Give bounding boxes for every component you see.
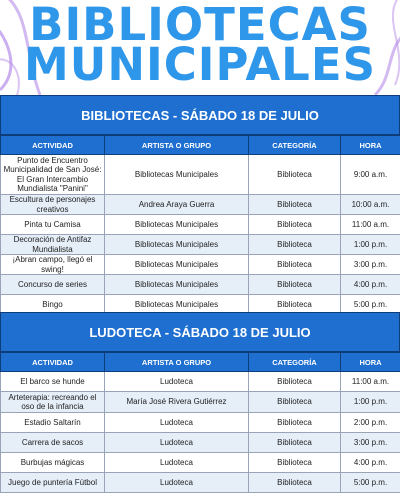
table-row [1,453,400,473]
page-header [0,0,400,95]
table-row [1,275,400,295]
artist-cell: Bibliotecas Municipales [105,235,249,255]
activity-cell: Bingo [1,295,105,315]
category-cell: Biblioteca [249,392,341,413]
activity-cell: Punto de Encuentro Municipalidad de San José: El Gran Intercambio Mundialista "Panini" [1,155,105,195]
ludoteca-table [0,352,400,493]
artist-cell: Bibliotecas Municipales [105,255,249,275]
time-cell: 1:00 p.m. [341,235,400,255]
category-cell: Biblioteca [249,295,341,315]
bibliotecas-section [0,95,400,315]
column-header-time: HORA [341,353,400,372]
category-cell: Biblioteca [249,473,341,493]
time-cell: 5:00 p.m. [341,295,400,315]
activity-cell: Escultura de personajes creativos [1,195,105,215]
activity-cell: Concurso de series [1,275,105,295]
column-header-category: CATEGORÍA [249,136,341,155]
category-cell: Biblioteca [249,155,341,195]
artist-cell: Bibliotecas Municipales [105,295,249,315]
ludoteca-banner: LUDOTECA - SÁBADO 18 DE JULIO [0,312,400,352]
table-row [1,413,400,433]
time-cell: 11:00 a.m. [341,372,400,392]
time-cell: 4:00 p.m. [341,453,400,473]
artist-cell: Ludoteca [105,433,249,453]
category-cell: Biblioteca [249,215,341,235]
time-cell: 9:00 a.m. [341,155,400,195]
table-row [1,433,400,453]
column-header-activity: ACTIVIDAD [1,353,105,372]
column-header-time: HORA [341,136,400,155]
category-cell: Biblioteca [249,255,341,275]
artist-cell: Bibliotecas Municipales [105,215,249,235]
time-cell: 4:00 p.m. [341,275,400,295]
table-row [1,215,400,235]
category-cell: Biblioteca [249,453,341,473]
table-row [1,195,400,215]
time-cell: 10:00 a.m. [341,195,400,215]
column-header-artist: ARTISTA O GRUPO [105,353,249,372]
table-row [1,255,400,275]
table-row [1,372,400,392]
activity-cell: Pinta tu Camisa [1,215,105,235]
artist-cell: Ludoteca [105,453,249,473]
artist-cell: Bibliotecas Municipales [105,275,249,295]
activity-cell: Carrera de sacos [1,433,105,453]
bibliotecas-table [0,135,400,315]
time-cell: 11:00 a.m. [341,215,400,235]
time-cell: 3:00 p.m. [341,255,400,275]
table-header-row [1,353,400,372]
table-row [1,235,400,255]
table-row [1,155,400,195]
artist-cell: Ludoteca [105,413,249,433]
column-header-activity: ACTIVIDAD [1,136,105,155]
time-cell: 1:00 p.m. [341,392,400,413]
table-header-row [1,136,400,155]
category-cell: Biblioteca [249,433,341,453]
activity-cell: Estadio Saltarín [1,413,105,433]
column-header-category: CATEGORÍA [249,353,341,372]
activity-cell: Arteterapia: recreando el oso de la infancia [1,392,105,413]
time-cell: 3:00 p.m. [341,433,400,453]
page-title-line-2: MUNICIPALES [0,38,400,91]
time-cell: 2:00 p.m. [341,413,400,433]
activity-cell: ¡Abran campo, llegó el swing! [1,255,105,275]
activity-cell: Decoración de Antifaz Mundialista [1,235,105,255]
category-cell: Biblioteca [249,372,341,392]
ludoteca-section [0,312,400,493]
artist-cell: Ludoteca [105,372,249,392]
category-cell: Biblioteca [249,235,341,255]
activity-cell: Burbujas mágicas [1,453,105,473]
artist-cell: Ludoteca [105,473,249,493]
category-cell: Biblioteca [249,195,341,215]
bibliotecas-banner: BIBLIOTECAS - SÁBADO 18 DE JULIO [0,95,400,135]
artist-cell: Andrea Araya Guerra [105,195,249,215]
artist-cell: María José Rivera Gutiérrez [105,392,249,413]
category-cell: Biblioteca [249,413,341,433]
table-row [1,473,400,493]
category-cell: Biblioteca [249,275,341,295]
activity-cell: El barco se hunde [1,372,105,392]
column-header-artist: ARTISTA O GRUPO [105,136,249,155]
table-row [1,392,400,413]
activity-cell: Juego de puntería Fútbol [1,473,105,493]
time-cell: 5:00 p.m. [341,473,400,493]
page-title-line-1: BIBLIOTECAS [0,0,400,51]
artist-cell: Bibliotecas Municipales [105,155,249,195]
